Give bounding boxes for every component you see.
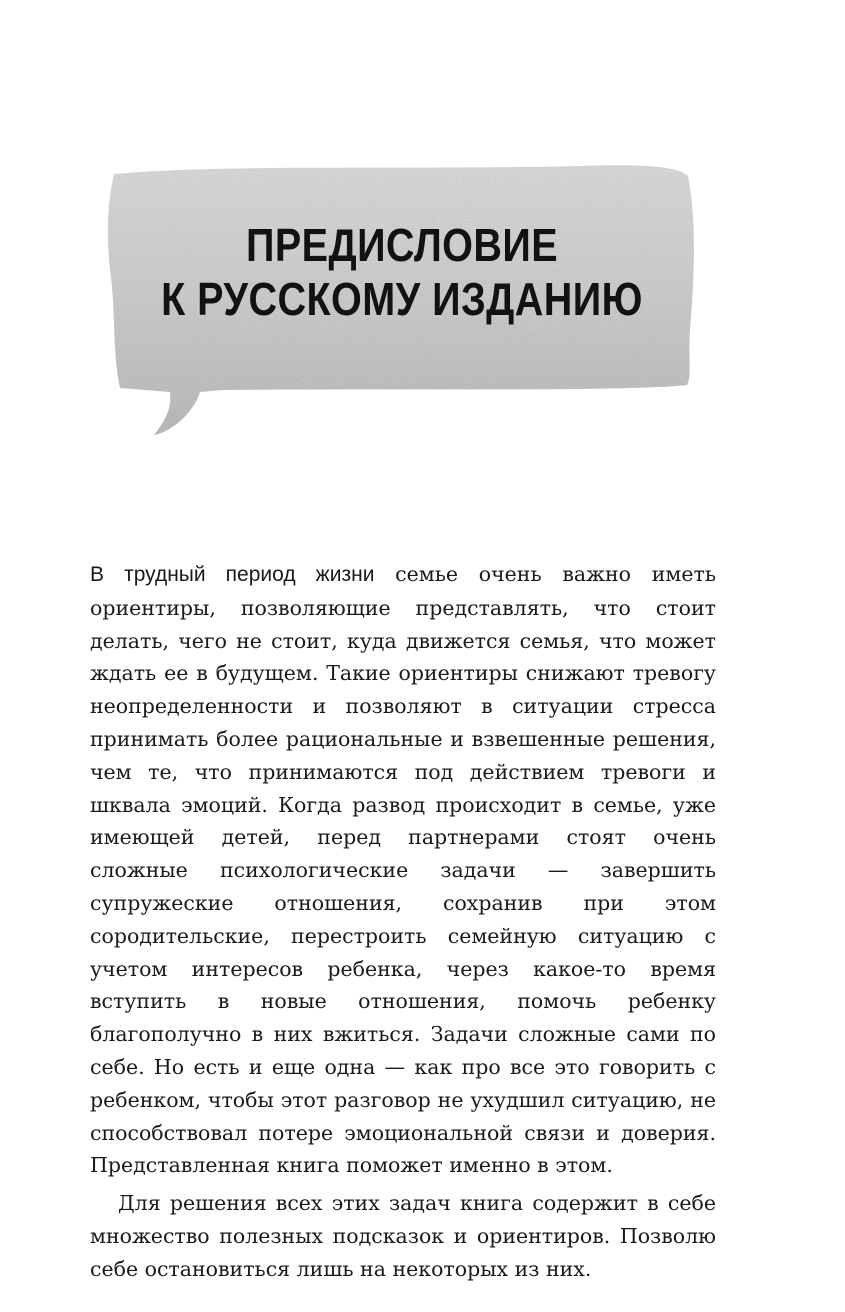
chapter-title [144,218,660,326]
paragraph-2: Для решения всех этих задач книга содержит в себе множество полезных подсказок и ориентиров. Позволю себе остановиться лишь на некоторых из них. [90,1191,716,1281]
chapter-title-line-1: ПРЕДИСЛОВИЕ [245,219,559,271]
chapter-title-line-2: К РУССКОМУ ИЗДАНИЮ [161,273,643,325]
paragraph-lead-in: В трудный период жизни [90,563,375,586]
paragraph-1-text: семье очень важно иметь ориентиры, позволяющие представлять, что стоит делать, чего не стоит, куда движется семья, что может ждать ее в будущем. Такие ориентиры снижают тревогу неопределенности и позволяют в ситуации стресса принимать более рациональные и взвешенные решения, чем те, что принимаются под действием тревоги и шквала эмоций. Когда развод происходит в семье, уже имеющей детей, перед партнерами стоят очень сложные психологические задачи — завершить супружеские отношения, сохранив при этом сородительские, перестроить семейную ситуацию с учетом интересов ребенка, через какое-то время вступить в новые отношения, помочь ребенку благополучно в них вжиться. Задачи сложные сами по себе. Но есть и еще одна — как про все это говорить с ребенком, чтобы этот разговор не ухудшил ситуацию, не способствовал потере эмоциональной связи и доверия. Представленная книга поможет именно в этом. [90,562,716,1178]
body-text [90,558,716,1286]
paragraph-1 [90,558,716,1182]
chapter-heading-banner [102,160,702,445]
